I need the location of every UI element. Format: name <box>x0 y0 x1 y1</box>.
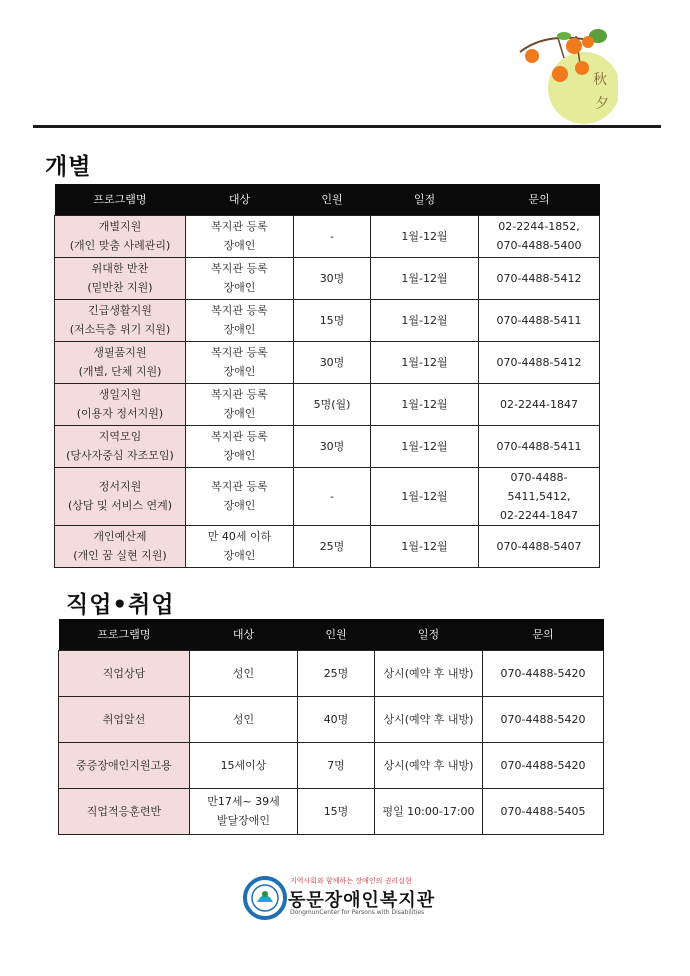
cell-people: - <box>294 467 371 525</box>
org-logo <box>243 876 436 921</box>
cell-target: 성인 <box>190 650 298 696</box>
cell-schedule: 1월-12월 <box>371 215 479 257</box>
header-people: 인원 <box>298 619 375 650</box>
cell-name: 정서지원 (상담 및 서비스 연계) <box>55 467 186 525</box>
header-schedule: 일정 <box>371 184 479 215</box>
cell-target: 15세이상 <box>190 742 298 788</box>
cell-contact: 070-4488-5411 <box>479 299 600 341</box>
cell-people: 30명 <box>294 257 371 299</box>
decor-char-2: 夕 <box>595 96 609 112</box>
cell-schedule: 1월-12월 <box>371 425 479 467</box>
cell-people: 40명 <box>298 696 375 742</box>
cell-name: 개별지원 (개인 맞춤 사례관리) <box>55 215 186 257</box>
cell-schedule: 상시(예약 후 내방) <box>375 650 483 696</box>
top-divider <box>33 125 661 128</box>
table-row <box>55 257 600 299</box>
cell-people: 7명 <box>298 742 375 788</box>
table-row <box>55 215 600 257</box>
cell-schedule: 1월-12월 <box>371 525 479 567</box>
table-header-row <box>59 619 604 650</box>
cell-people: 25명 <box>298 650 375 696</box>
cell-target: 복지관 등록 장애인 <box>186 257 294 299</box>
autumn-persimmon-illustration <box>518 24 618 128</box>
cell-contact: 070-4488-5411,5412, 02-2244-1847 <box>479 467 600 525</box>
table-row <box>59 742 604 788</box>
cell-target: 복지관 등록 장애인 <box>186 341 294 383</box>
cell-contact: 070-4488-5405 <box>483 788 604 834</box>
logo-emblem-icon <box>243 876 287 920</box>
cell-schedule: 상시(예약 후 내방) <box>375 696 483 742</box>
cell-people: 15명 <box>298 788 375 834</box>
table-row <box>55 299 600 341</box>
cell-contact: 070-4488-5420 <box>483 650 604 696</box>
cell-name: 지역모임 (당사자중심 자조모임) <box>55 425 186 467</box>
cell-name: 생필품지원 (개별, 단체 지원) <box>55 341 186 383</box>
header-target: 대상 <box>186 184 294 215</box>
cell-name: 직업상담 <box>59 650 190 696</box>
table-header-row <box>55 184 600 215</box>
cell-name: 중증장애인지원고용 <box>59 742 190 788</box>
section-title-individual: 개별 <box>45 154 92 180</box>
cell-people: 5명(월) <box>294 383 371 425</box>
cell-contact: 070-4488-5420 <box>483 696 604 742</box>
cell-target: 복지관 등록 장애인 <box>186 215 294 257</box>
logo-org-name-en: DongmunCenter for Persons with Disabilities <box>290 909 425 916</box>
cell-target: 복지관 등록 장애인 <box>186 299 294 341</box>
persimmon-icon <box>525 49 539 63</box>
header-target: 대상 <box>190 619 298 650</box>
cell-people: 15명 <box>294 299 371 341</box>
table-row <box>55 383 600 425</box>
cell-name: 위대한 반찬 (밑반찬 지원) <box>55 257 186 299</box>
cell-target: 성인 <box>190 696 298 742</box>
header-program: 프로그램명 <box>59 619 190 650</box>
header-people: 인원 <box>294 184 371 215</box>
cell-name: 직업적응훈련반 <box>59 788 190 834</box>
cell-contact: 02-2244-1852, 070-4488-5400 <box>479 215 600 257</box>
cell-schedule: 상시(예약 후 내방) <box>375 742 483 788</box>
cell-target: 복지관 등록 장애인 <box>186 467 294 525</box>
header-schedule: 일정 <box>375 619 483 650</box>
cell-name: 생일지원 (이용자 정서지원) <box>55 383 186 425</box>
cell-people: 25명 <box>294 525 371 567</box>
cell-contact: 070-4488-5412 <box>479 341 600 383</box>
decor-char-1: 秋 <box>593 72 607 88</box>
table-row <box>55 341 600 383</box>
cell-name: 개인예산제 (개인 꿈 실현 지원) <box>55 525 186 567</box>
header-contact: 문의 <box>479 184 600 215</box>
table-row <box>59 650 604 696</box>
header-contact: 문의 <box>483 619 604 650</box>
cell-people: 30명 <box>294 341 371 383</box>
cell-target: 복지관 등록 장애인 <box>186 383 294 425</box>
cell-contact: 070-4488-5420 <box>483 742 604 788</box>
cell-schedule: 1월-12월 <box>371 257 479 299</box>
cell-people: - <box>294 215 371 257</box>
cell-schedule: 1월-12월 <box>371 383 479 425</box>
cell-contact: 02-2244-1847 <box>479 383 600 425</box>
cell-name: 취업알선 <box>59 696 190 742</box>
job-programs-table <box>58 619 604 835</box>
table-row <box>59 788 604 834</box>
cell-schedule: 평일 10:00-17:00 <box>375 788 483 834</box>
logo-tagline: 지역사회와 함께하는 장애인의 권리실현 <box>290 877 412 885</box>
table-row <box>55 467 600 525</box>
cell-people: 30명 <box>294 425 371 467</box>
header-program: 프로그램명 <box>55 184 186 215</box>
cell-target: 복지관 등록 장애인 <box>186 425 294 467</box>
individual-programs-table <box>54 184 600 568</box>
section-title-job: 직업•취업 <box>66 592 175 618</box>
cell-contact: 070-4488-5412 <box>479 257 600 299</box>
table-row <box>55 425 600 467</box>
logo-org-name: 동문장애인복지관 <box>288 890 436 911</box>
cell-schedule: 1월-12월 <box>371 341 479 383</box>
cell-contact: 070-4488-5407 <box>479 525 600 567</box>
cell-schedule: 1월-12월 <box>371 299 479 341</box>
cell-schedule: 1월-12월 <box>371 467 479 525</box>
cell-name: 긴급생활지원 (저소득층 위기 지원) <box>55 299 186 341</box>
cell-target: 만17세~ 39세 발달장애인 <box>190 788 298 834</box>
cell-contact: 070-4488-5411 <box>479 425 600 467</box>
table-row <box>59 696 604 742</box>
table-row <box>55 525 600 567</box>
cell-target: 만 40세 이하 장애인 <box>186 525 294 567</box>
